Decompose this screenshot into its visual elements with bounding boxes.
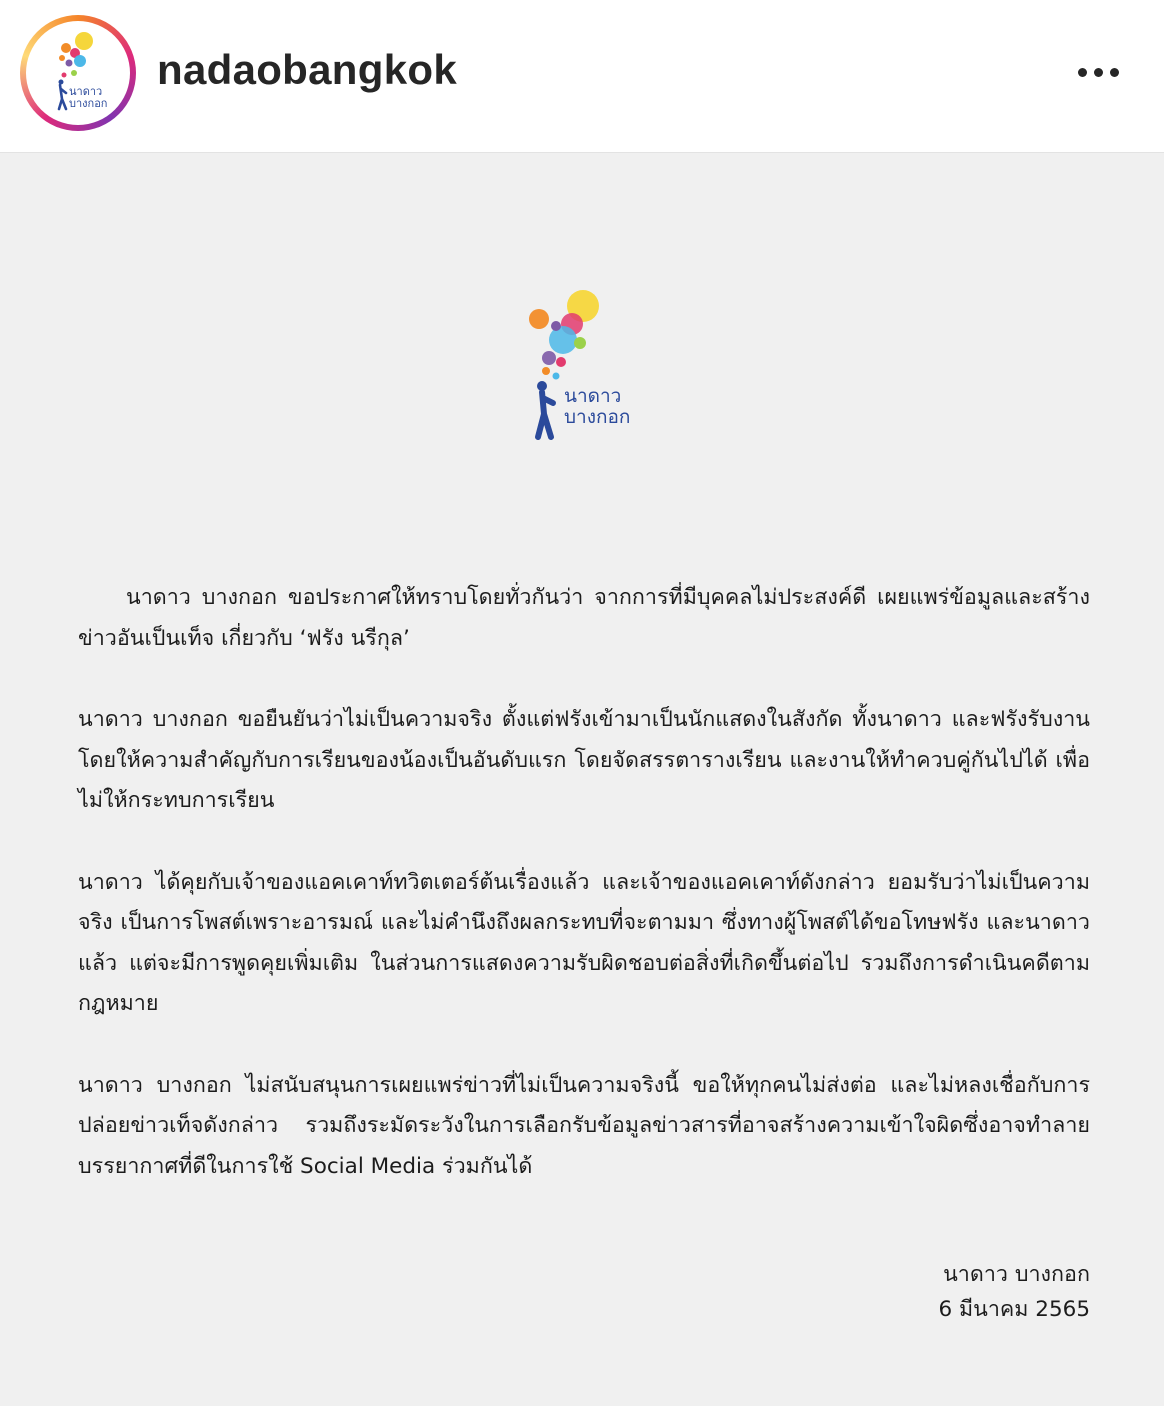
logo-line2: บางกอก bbox=[564, 406, 631, 428]
more-options-button[interactable] bbox=[1068, 52, 1128, 92]
signature-name: นาดาว บางกอก bbox=[943, 1262, 1090, 1287]
more-options-icon bbox=[1094, 68, 1103, 77]
more-options-icon bbox=[1110, 68, 1119, 77]
signature-block bbox=[938, 1257, 1090, 1327]
username[interactable]: nadaobangkok bbox=[157, 46, 457, 93]
nadao-bangkok-logo bbox=[520, 282, 650, 447]
post-header bbox=[0, 0, 1164, 153]
statement-paragraph: นาดาว ได้คุยกับเจ้าของแอคเคาท์ทวิตเตอร์ต้นเรื่องแล้ว และเจ้าของแอคเคาท์ดังกล่าว ยอมรับว่าไม่เป็นความจริง เป็นการโพสต์เพราะอารมณ์ และไม่คำนึงถึงผลกระทบที่จะตามมา ซึ่งทางผู้โพสต์ได้ขอโทษฟรัง และนาดาวแล้ว แต่จะมีการพูดคุยเพิ่มเติม ในส่วนการแสดงความรับผิดชอบต่อสิ่งที่เกิดขึ้นต่อไป รวมถึงการดำเนินคดีตามกฎหมาย bbox=[78, 869, 1090, 1016]
statement-date: 6 มีนาคม 2565 bbox=[938, 1297, 1090, 1322]
logo-line1: นาดาว bbox=[564, 385, 622, 407]
statement-body bbox=[78, 578, 1090, 1228]
statement-paragraph: นาดาว บางกอก ขอยืนยันว่าไม่เป็นความจริง ตั้งแต่ฟรังเข้ามาเป็นนักแสดงในสังกัด ทั้งนาดาว และฟรังรับงานโดยให้ความสำคัญกับการเรียนของน้องเป็นอันดับแรก โดยจัดสรรตารางเรียน และงานให้ทำควบคู่กันไปได้ เพื่อไม่ให้กระทบการเรียน bbox=[78, 707, 1090, 813]
avatar-logo-line1: นาดาว bbox=[69, 85, 103, 98]
avatar-logo-line2: บางกอก bbox=[69, 97, 108, 110]
profile-avatar[interactable] bbox=[20, 15, 136, 131]
statement-paragraph: นาดาว บางกอก ขอประกาศให้ทราบโดยทั่วกันว่า จากการที่มีบุคคลไม่ประสงค์ดี เผยแพร่ข้อมูลและสร้างข่าวอันเป็นเท็จ เกี่ยวกับ ‘ฟรัง นรีกุล’ bbox=[78, 585, 1090, 651]
more-options-icon bbox=[1078, 68, 1087, 77]
statement-paragraph: นาดาว บางกอก ไม่สนับสนุนการเผยแพร่ข่าวที่ไม่เป็นความจริงนี้ ขอให้ทุกคนไม่ส่งต่อ และไม่หลงเชื่อกับการปล่อยข่าวเท็จดังกล่าว รวมถึงระมัดระวังในการเลือกรับข้อมูลข่าวสารที่อาจสร้างความเข้าใจผิดซึ่งอาจทำลายบรรยากาศที่ดีในการใช้ Social Media ร่วมกันได้ bbox=[78, 1072, 1090, 1179]
nadao-logo-icon bbox=[26, 21, 130, 125]
